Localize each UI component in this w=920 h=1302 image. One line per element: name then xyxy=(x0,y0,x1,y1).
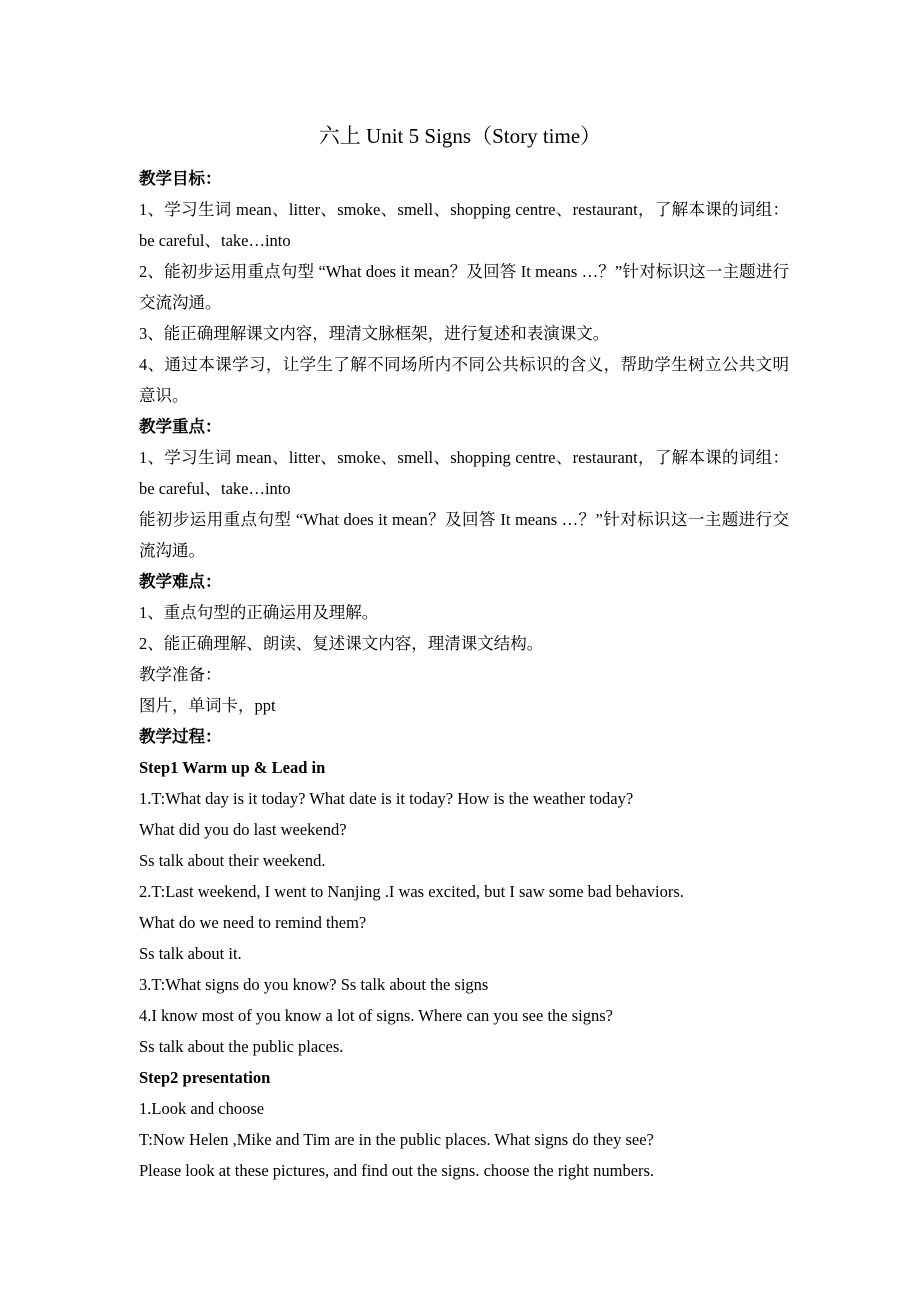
step2-line: 1.Look and choose xyxy=(139,1099,265,1118)
step1-line: 4.I know most of you know a lot of signs. Where can you see the signs? xyxy=(139,1006,613,1025)
section-heading-difficulties: 教学难点： xyxy=(139,572,222,591)
key-point-item: 1、学习生词 mean、litter、smoke、smell、shopping centre、restaurant，了解本课的词组：be careful、take…into xyxy=(139,448,789,498)
step1-heading: Step1 Warm up & Lead in xyxy=(139,758,326,777)
objective-item: 4、通过本课学习，让学生了解不同场所内不同公共标识的含义，帮助学生树立公共文明意识。 xyxy=(139,355,789,405)
section-heading-preparation: 教学准备： xyxy=(139,665,222,684)
step1-line: 1.T:What day is it today? What date is it today? How is the weather today? xyxy=(139,789,634,808)
section-heading-objectives: 教学目标： xyxy=(139,169,222,188)
step1-line: 2.T:Last weekend, I went to Nanjing .I was excited, but I saw some bad behaviors. xyxy=(139,882,684,901)
step1-line: Ss talk about their weekend. xyxy=(139,851,326,870)
difficulty-item: 1、重点句型的正确运用及理解。 xyxy=(139,603,379,622)
step2-heading: Step2 presentation xyxy=(139,1068,271,1087)
document-title: 六上 Unit 5 Signs（Story time） xyxy=(318,124,602,148)
section-heading-process: 教学过程： xyxy=(139,727,222,746)
step1-line: Ss talk about it. xyxy=(139,944,242,963)
preparation-text: 图片，单词卡，ppt xyxy=(139,696,276,715)
step1-line: What do we need to remind them? xyxy=(139,913,367,932)
step1-line: 3.T:What signs do you know? Ss talk about the signs xyxy=(139,975,489,994)
step1-line: What did you do last weekend? xyxy=(139,820,347,839)
difficulty-item: 2、能正确理解、朗读、复述课文内容，理清课文结构。 xyxy=(139,634,544,653)
section-heading-key-points: 教学重点： xyxy=(139,417,222,436)
objective-item: 1、学习生词 mean、litter、smoke、smell、shopping centre、restaurant，了解本课的词组：be careful、take…into xyxy=(139,200,789,250)
document-body xyxy=(139,163,789,1186)
step1-line: Ss talk about the public places. xyxy=(139,1037,344,1056)
objective-item: 2、能初步运用重点句型 “What does it mean？及回答 It means …？”针对标识这一主题进行交流沟通。 xyxy=(139,262,789,312)
step2-line: Please look at these pictures, and find out the signs. choose the right numbers. xyxy=(139,1161,655,1180)
step2-line: T:Now Helen ,Mike and Tim are in the public places. What signs do they see? xyxy=(139,1130,654,1149)
objective-item: 3、能正确理解课文内容，理清文脉框架，进行复述和表演课文。 xyxy=(139,324,610,343)
key-point-item: 能初步运用重点句型 “What does it mean？及回答 It means …？”针对标识这一主题进行交流沟通。 xyxy=(139,510,789,560)
